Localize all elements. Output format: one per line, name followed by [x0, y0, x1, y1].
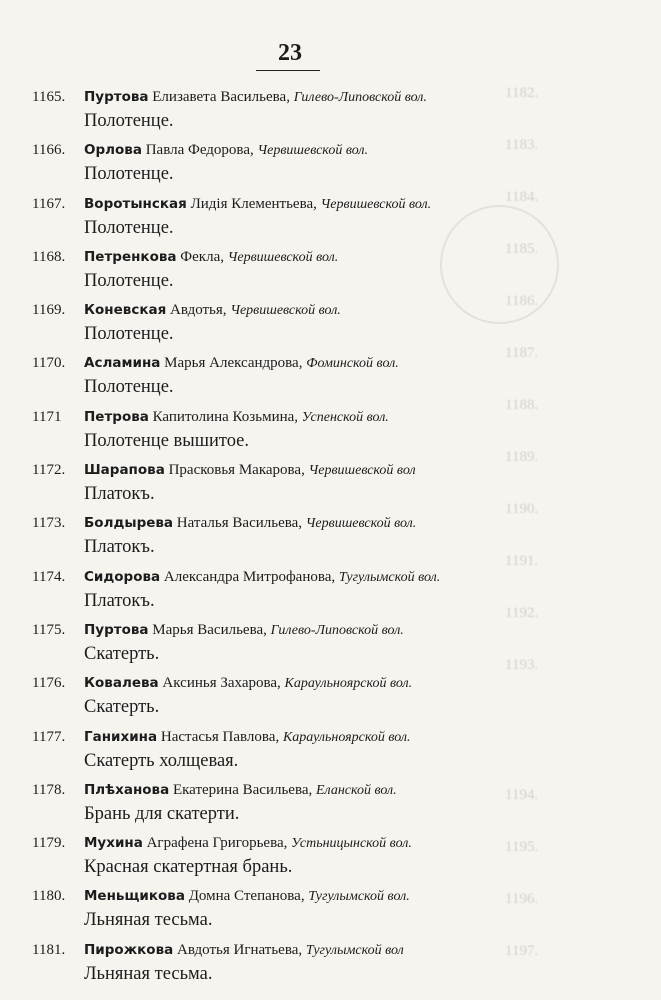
entry-surname: Петренкова: [84, 248, 177, 265]
entry-number: 1170.: [32, 355, 66, 372]
entry-item: Скатерть.: [84, 643, 160, 664]
entry-given-name: Наталья Васильева,: [176, 515, 303, 532]
list-item: [32, 672, 502, 725]
page-number: 23: [278, 40, 302, 66]
entry-item: Полотенце.: [84, 111, 174, 131]
entry-item: Платокъ.: [84, 484, 155, 505]
entry-surname: Сидорова: [84, 568, 161, 585]
entry-given-name: Прасковья Макарова,: [168, 462, 305, 479]
list-item: [32, 619, 502, 672]
entry-list: [32, 86, 502, 992]
list-item: [32, 512, 502, 565]
entry-place: Фоминской вол.: [306, 356, 399, 372]
entry-place: Успенской вол.: [301, 409, 389, 425]
entry-place: Червишевской вол.: [227, 249, 339, 265]
entry-given-name: Аксинья Захарова,: [162, 675, 281, 692]
entry-surname: Ганихина: [84, 728, 158, 745]
list-item: [32, 726, 502, 779]
entry-number: 1180.: [32, 888, 66, 905]
entry-item: Полотенце.: [84, 217, 174, 238]
entry-number: 1174.: [32, 568, 66, 585]
entry-given-name: Александра Митрофанова,: [163, 568, 336, 585]
entry-item: Красная скатертная брань.: [84, 857, 293, 878]
entry-place: Караульноярской вол.: [282, 729, 411, 745]
entry-number: 1165.: [32, 89, 66, 105]
entry-given-name: Елизавета Васильева,: [152, 89, 290, 105]
entry-surname: Пирожкова: [84, 941, 174, 958]
entry-number: 1181.: [32, 941, 66, 958]
list-item: [32, 246, 502, 299]
entry-place: Червишевской вол.: [305, 516, 417, 532]
entry-surname: Болдырева: [84, 515, 174, 532]
entry-number: 1176.: [32, 675, 66, 692]
entry-item: Полотенце.: [84, 377, 174, 398]
entry-given-name: Марья Александрова,: [164, 355, 303, 372]
entry-number: 1168.: [32, 248, 66, 265]
entry-place: Еланской вол.: [316, 782, 397, 798]
entry-surname: Петрова: [84, 408, 149, 425]
entry-place: Тугулымской вол: [305, 942, 404, 958]
entry-given-name: Домна Степанова,: [188, 888, 305, 905]
entry-number: 1166.: [32, 142, 66, 159]
list-item: [32, 299, 502, 352]
entry-surname: Асламина: [84, 355, 161, 372]
list-item: [32, 406, 502, 459]
entry-given-name: Екатерина Васильева,: [172, 781, 313, 798]
list-item: [32, 139, 502, 192]
entry-item: Полотенце.: [84, 324, 174, 345]
entry-item: Скатерть.: [84, 697, 160, 718]
entry-item: Льняная тесьма.: [84, 963, 213, 984]
entry-number: 1173.: [32, 515, 66, 532]
entry-number: 1167.: [32, 195, 66, 212]
entry-given-name: Капитолина Козьмина,: [152, 408, 299, 425]
entry-item: Брань для скатерти.: [84, 803, 240, 824]
entry-item: Льняная тесьма.: [84, 910, 213, 931]
entry-given-name: Лидія Клементьева,: [190, 195, 317, 212]
entry-place: Гилево-Липовской вол.: [270, 622, 404, 638]
entry-surname: Орлова: [84, 142, 142, 159]
list-item: [32, 832, 502, 885]
list-item: [32, 779, 502, 832]
entry-place: Гилево-Липовской вол.: [293, 90, 427, 105]
entry-place: Червишевской вол.: [320, 196, 432, 212]
entry-surname: Мухина: [84, 835, 143, 852]
entry-surname: Ковалева: [84, 675, 159, 692]
entry-number: 1172.: [32, 462, 66, 479]
page-number-rule: [256, 70, 320, 71]
entry-number: 1169.: [32, 302, 66, 319]
entry-surname: Коневская: [84, 302, 167, 319]
entry-given-name: Настасья Павлова,: [160, 728, 280, 745]
entry-item: Платокъ.: [84, 590, 155, 611]
entry-given-name: Авдотья,: [170, 302, 227, 319]
entry-given-name: Павла Федорова,: [145, 142, 254, 159]
entry-given-name: Фекла,: [180, 248, 224, 265]
entry-given-name: Авдотья Игнатьева,: [176, 941, 303, 958]
entry-number: 1177.: [32, 728, 66, 745]
entry-surname: Шарапова: [84, 462, 165, 479]
entry-number: 1178.: [32, 781, 66, 798]
list-item: [32, 86, 502, 139]
list-item: [32, 566, 502, 619]
list-item: [32, 352, 502, 405]
entry-place: Червишевской вол.: [230, 303, 341, 319]
entry-surname: Воротынская: [84, 195, 187, 212]
entry-item: Полотенце.: [84, 164, 174, 185]
list-item: [32, 459, 502, 512]
entry-place: Тугулымской вол.: [308, 889, 410, 905]
bleed-through-text: 1182. 1183. 1184. 1185. 1186. 1187. 1188. 1189. 1190. 1191. 1192. 1193. 1194. 1195. 1196. 1197.: [505, 85, 539, 959]
entry-place: Караульноярской вол.: [284, 676, 413, 692]
entry-given-name: Марья Васильева,: [152, 621, 267, 638]
entry-surname: Пуртова: [84, 621, 149, 638]
entry-place: Тугулымской вол.: [338, 569, 441, 585]
entry-surname: Пуртова: [84, 89, 149, 105]
entry-number: 1175.: [32, 621, 66, 638]
entry-item: Платокъ.: [84, 537, 155, 558]
entry-item: Скатерть холщевая.: [84, 750, 239, 771]
list-item: [32, 885, 502, 938]
entry-number: 1179.: [32, 835, 66, 852]
entry-place: Червишевской вол.: [257, 143, 368, 159]
entry-place: Устьницынской вол.: [291, 836, 412, 852]
entry-number: 1171: [32, 408, 62, 425]
list-item: [32, 939, 502, 992]
entry-item: Полотенце вышитое.: [84, 430, 250, 451]
entry-given-name: Аграфена Григорьева,: [146, 835, 288, 852]
entry-item: Полотенце.: [84, 270, 174, 291]
entry-surname: Меньщикова: [84, 888, 185, 905]
entry-place: Червишевской вол: [308, 463, 416, 479]
entry-surname: Плѣханова: [84, 781, 170, 798]
list-item: [32, 193, 502, 246]
